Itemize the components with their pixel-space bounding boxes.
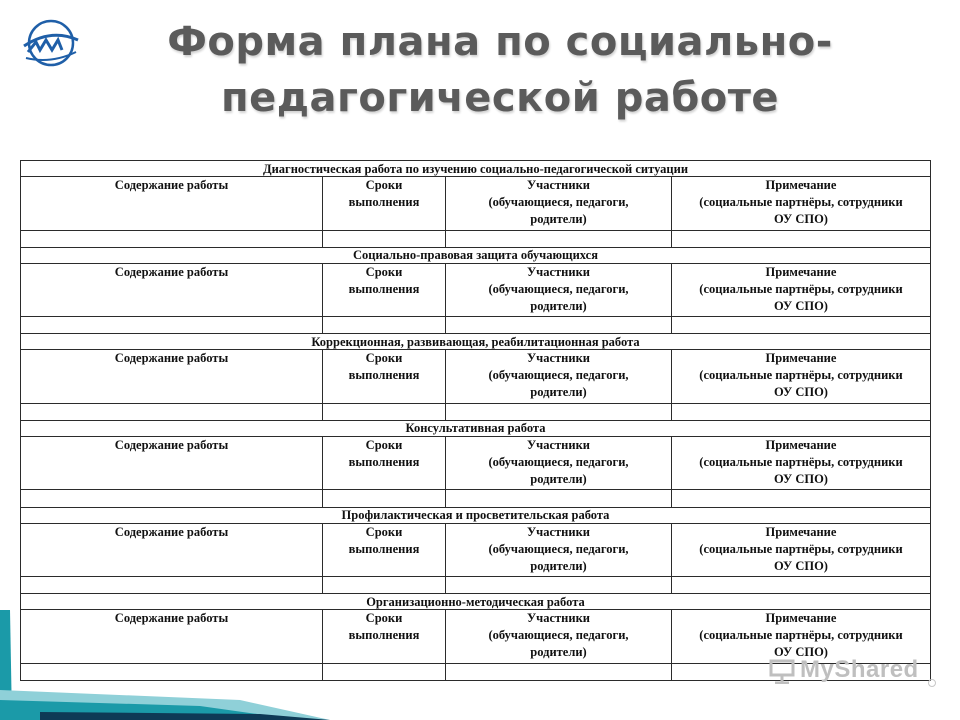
slide-title [100, 14, 900, 126]
header-note-line: Примечание [765, 351, 837, 366]
header-deadlines [323, 177, 446, 230]
plan-form-table [20, 160, 931, 681]
header-note-line: (социальные партнёры, сотрудники [699, 368, 903, 383]
header-participants [446, 350, 672, 403]
blank-cell[interactable] [446, 663, 672, 680]
header-note [672, 263, 931, 316]
blank-cell[interactable] [21, 663, 323, 680]
blank-cell[interactable] [21, 317, 323, 334]
section-row [21, 594, 931, 610]
blank-cell[interactable] [446, 403, 672, 420]
header-note-line: ОУ СПО) [774, 472, 828, 487]
header-deadlines-line: выполнения [348, 368, 420, 383]
header-deadlines-line: выполнения [348, 628, 420, 643]
header-participants-line: Участники [527, 524, 590, 539]
header-participants-line: Участники [527, 264, 590, 279]
header-participants [446, 523, 672, 576]
blank-cell[interactable] [21, 490, 323, 507]
header-participants-line: Участники [527, 438, 590, 453]
section-title: Коррекционная, развивающая, реабилитационная работа [21, 334, 931, 350]
header-deadlines-line: выполнения [348, 541, 420, 556]
header-deadlines-line: Сроки [365, 351, 403, 366]
blank-cell[interactable] [21, 230, 323, 247]
slide-title-line-2: педагогической работе [220, 75, 780, 121]
slide-title-line-1: Форма плана по социально- [167, 19, 833, 65]
header-deadlines [323, 263, 446, 316]
header-deadlines-line: Сроки [365, 264, 403, 279]
header-note-line: ОУ СПО) [774, 298, 828, 313]
plan-form-table-body [21, 161, 931, 681]
header-deadlines [323, 350, 446, 403]
header-content-of-work: Содержание работы [21, 523, 323, 576]
header-note-line: (социальные партнёры, сотрудники [699, 541, 903, 556]
section-row [21, 507, 931, 523]
header-deadlines-line: выполнения [348, 455, 420, 470]
watermark-text: MyShared [800, 656, 919, 683]
header-participants-line: Участники [527, 611, 590, 626]
header-participants-line: (обучающиеся, педагоги, [488, 628, 629, 643]
header-row [21, 177, 931, 230]
blank-cell[interactable] [672, 577, 931, 594]
header-participants-line: (обучающиеся, педагоги, [488, 455, 629, 470]
header-note [672, 350, 931, 403]
blank-cell[interactable] [323, 663, 446, 680]
header-note [672, 437, 931, 490]
blank-entry-row [21, 577, 931, 594]
blank-cell[interactable] [21, 577, 323, 594]
blank-cell[interactable] [323, 230, 446, 247]
section-title: Профилактическая и просветительская работа [21, 507, 931, 523]
watermark [768, 656, 938, 688]
header-note-line: ОУ СПО) [774, 212, 828, 227]
header-participants [446, 437, 672, 490]
header-participants-line: родители) [530, 645, 587, 660]
blank-cell[interactable] [672, 490, 931, 507]
header-note-line: (социальные партнёры, сотрудники [699, 195, 903, 210]
header-participants-line: родители) [530, 385, 587, 400]
section-title: Консультативная работа [21, 420, 931, 436]
blank-cell[interactable] [446, 230, 672, 247]
blank-entry-row [21, 230, 931, 247]
header-row [21, 523, 931, 576]
blank-cell[interactable] [323, 577, 446, 594]
header-row [21, 437, 931, 490]
header-note-line: Примечание [765, 611, 837, 626]
header-participants-line: Участники [527, 351, 590, 366]
section-row [21, 420, 931, 436]
blank-cell[interactable] [672, 403, 931, 420]
blank-cell[interactable] [323, 403, 446, 420]
blank-entry-row [21, 490, 931, 507]
header-deadlines [323, 437, 446, 490]
header-note-line: (социальные партнёры, сотрудники [699, 455, 903, 470]
header-deadlines-line: Сроки [365, 611, 403, 626]
header-content-of-work: Содержание работы [21, 610, 323, 663]
section-title: Организационно-методическая работа [21, 594, 931, 610]
header-note-line: ОУ СПО) [774, 645, 828, 660]
section-row [21, 334, 931, 350]
header-participants-line: (обучающиеся, педагоги, [488, 195, 629, 210]
section-title: Диагностическая работа по изучению социально-педагогической ситуации [21, 161, 931, 177]
blank-cell[interactable] [446, 317, 672, 334]
section-row [21, 247, 931, 263]
blank-cell[interactable] [446, 577, 672, 594]
blank-entry-row [21, 317, 931, 334]
header-participants-line: (обучающиеся, педагоги, [488, 368, 629, 383]
presentation-board-icon [768, 658, 796, 684]
plan-form-document [20, 160, 930, 681]
header-participants [446, 177, 672, 230]
blank-entry-row [21, 403, 931, 420]
header-participants-line: родители) [530, 472, 587, 487]
header-note [672, 523, 931, 576]
header-content-of-work: Содержание работы [21, 263, 323, 316]
blank-cell[interactable] [672, 317, 931, 334]
header-note-line: Примечание [765, 524, 837, 539]
header-note-line: ОУ СПО) [774, 558, 828, 573]
header-content-of-work: Содержание работы [21, 350, 323, 403]
header-deadlines-line: Сроки [365, 438, 403, 453]
header-participants-line: родители) [530, 212, 587, 227]
header-participants-line: (обучающиеся, педагоги, [488, 541, 629, 556]
header-content-of-work: Содержание работы [21, 177, 323, 230]
header-deadlines [323, 523, 446, 576]
header-participants-line: (обучающиеся, педагоги, [488, 281, 629, 296]
header-deadlines-line: Сроки [365, 524, 403, 539]
blank-cell[interactable] [21, 403, 323, 420]
header-note-line: Примечание [765, 438, 837, 453]
blank-cell[interactable] [323, 490, 446, 507]
header-deadlines [323, 610, 446, 663]
university-logo-icon [18, 18, 84, 68]
blank-cell[interactable] [672, 230, 931, 247]
section-row [21, 161, 931, 177]
section-title: Социально-правовая защита обучающихся [21, 247, 931, 263]
header-deadlines-line: выполнения [348, 281, 420, 296]
header-note-line: Примечание [765, 264, 837, 279]
header-note-line: (социальные партнёры, сотрудники [699, 628, 903, 643]
corner-dot [928, 679, 936, 687]
header-deadlines-line: Сроки [365, 178, 403, 193]
blank-cell[interactable] [446, 490, 672, 507]
header-row [21, 263, 931, 316]
header-participants-line: родители) [530, 298, 587, 313]
header-row [21, 350, 931, 403]
header-note-line: Примечание [765, 178, 837, 193]
blank-cell[interactable] [323, 317, 446, 334]
header-note-line: ОУ СПО) [774, 385, 828, 400]
header-participants-line: родители) [530, 558, 587, 573]
header-participants-line: Участники [527, 178, 590, 193]
header-note [672, 177, 931, 230]
header-participants [446, 263, 672, 316]
header-content-of-work: Содержание работы [21, 437, 323, 490]
header-deadlines-line: выполнения [348, 195, 420, 210]
header-note-line: (социальные партнёры, сотрудники [699, 281, 903, 296]
header-participants [446, 610, 672, 663]
